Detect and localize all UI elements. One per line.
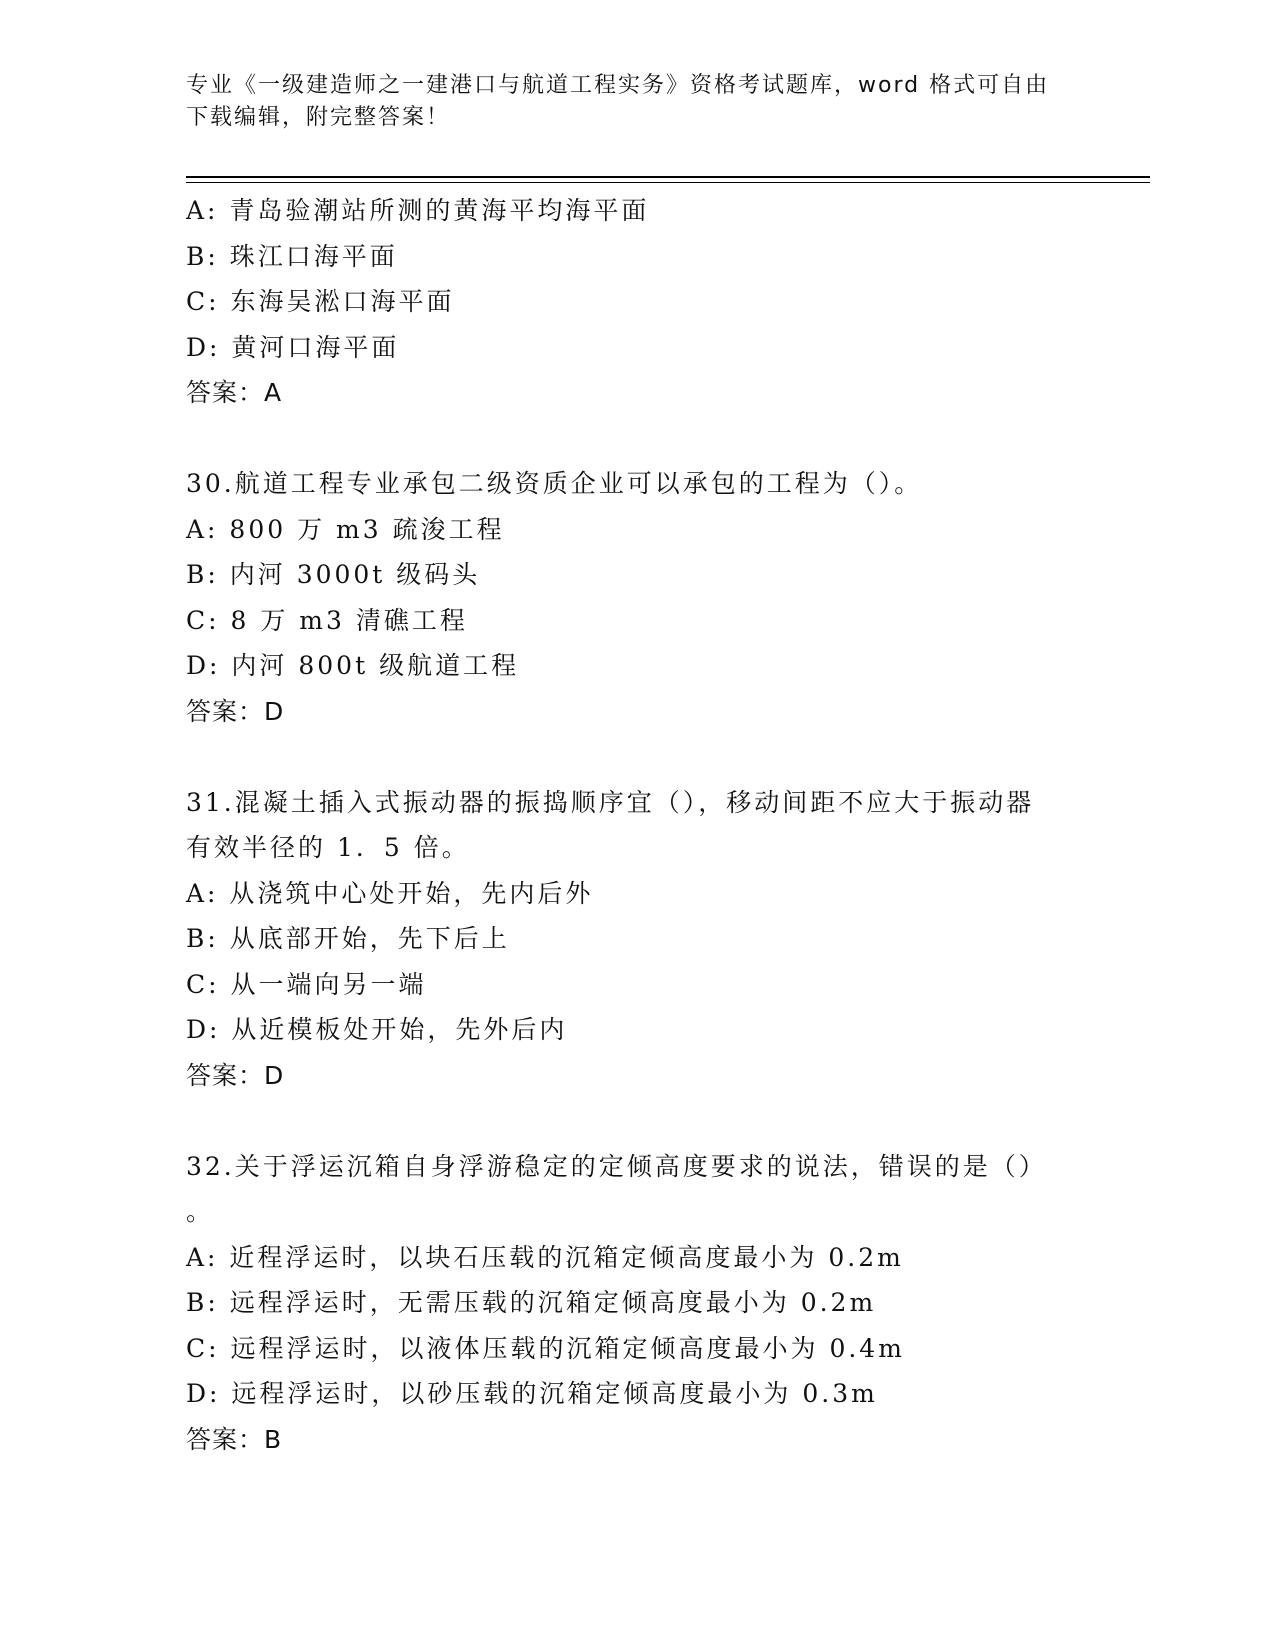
option-line: D: 从近模板处开始，先外后内 [186, 1015, 568, 1044]
block-spacer [186, 416, 1106, 462]
option-line: A: 800 万 m3 疏浚工程 [186, 514, 505, 544]
header-line: 专业《一级建造师之一建港口与航道工程实务》资格考试题库，word 格式可自由 [186, 73, 1050, 98]
answer-line: 答案：A [186, 378, 283, 407]
question-text: 32.关于浮运沉箱自身浮游稳定的定倾高度要求的说法，错误的是（） [186, 1151, 1047, 1181]
answer-line: 答案：D [186, 696, 285, 726]
option-line: A: 近程浮运时，以块石压载的沉箱定倾高度最小为 0.2m [186, 1242, 904, 1272]
question-block [186, 461, 1106, 734]
question-text: 30.航道工程专业承包二级资质企业可以承包的工程为（）。 [186, 469, 923, 498]
header-divider [186, 176, 1150, 178]
answer-line: 答案：D [186, 1060, 285, 1090]
question-text: 有效半径的 1．5 倍。 [186, 833, 470, 862]
option-line: C: 东海吴淞口海平面 [186, 287, 455, 316]
option-line: B: 远程浮运时，无需压载的沉箱定倾高度最小为 0.2m [186, 1288, 877, 1317]
option-line: C: 从一端向另一端 [186, 969, 427, 999]
question-text: 31.混凝土插入式振动器的振捣顺序宜（），移动间距不应大于振动器 [186, 787, 1035, 817]
option-line: B: 内河 3000t 级码头 [186, 560, 481, 589]
option-line: D: 黄河口海平面 [186, 332, 400, 362]
option-line: C: 远程浮运时，以液体压载的沉箱定倾高度最小为 0.4m [186, 1333, 905, 1363]
question-text: 。 [186, 1197, 215, 1226]
question-block [186, 780, 1106, 1099]
option-line: B: 珠江口海平面 [186, 241, 398, 271]
header-line: 下载编辑，附完整答案！ [186, 105, 451, 130]
question-list [186, 188, 1106, 1462]
question-block [186, 188, 1106, 416]
block-spacer [186, 1098, 1106, 1144]
question-block [186, 1144, 1106, 1463]
block-spacer [186, 734, 1106, 780]
document-header [186, 70, 1086, 134]
option-line: B: 从底部开始，先下后上 [186, 924, 510, 953]
option-line: A: 青岛验潮站所测的黄海平均海平面 [186, 196, 650, 225]
header-divider [186, 182, 1150, 183]
option-line: C: 8 万 m3 清礁工程 [186, 605, 468, 635]
answer-line: 答案：B [186, 1424, 283, 1454]
option-line: A: 从浇筑中心处开始，先内后外 [186, 878, 594, 908]
option-line: D: 远程浮运时，以砂压载的沉箱定倾高度最小为 0.3m [186, 1379, 878, 1408]
option-line: D: 内河 800t 级航道工程 [186, 651, 520, 680]
